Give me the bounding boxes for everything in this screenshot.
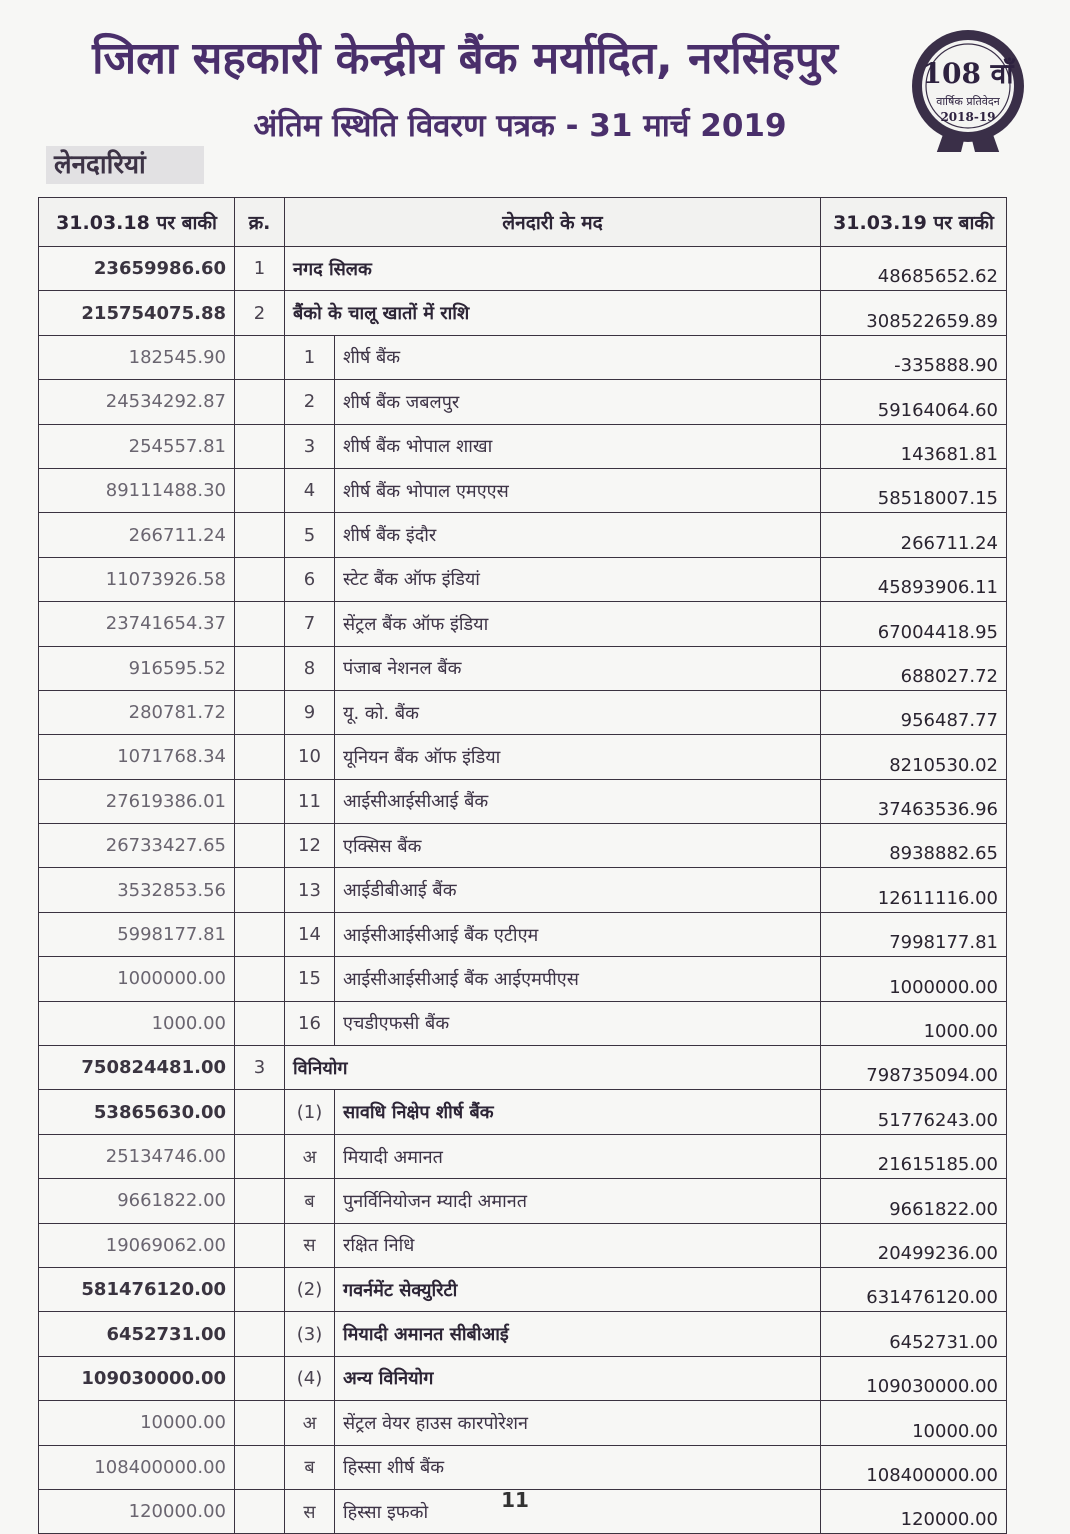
cell-item: एचडीएफसी बैंक <box>335 1001 821 1045</box>
cell-prev-balance: 215754075.88 <box>39 291 235 335</box>
cell-curr-balance: -335888.90 <box>821 335 1007 379</box>
cell-prev-balance: 109030000.00 <box>39 1356 235 1400</box>
table-row <box>39 646 1007 690</box>
cell-sub-serial: 11 <box>285 779 335 823</box>
cell-item: सावधि निक्षेप शीर्ष बैंक <box>335 1090 821 1134</box>
table-row <box>39 335 1007 379</box>
cell-prev-balance: 1071768.34 <box>39 735 235 779</box>
cell-item: नगद सिलक <box>285 247 821 291</box>
cell-item: आईडीबीआई बैंक <box>335 868 821 912</box>
cell-item: यूनियन बैंक ऑफ इंडिया <box>335 735 821 779</box>
cell-item: यू. को. बैंक <box>335 690 821 734</box>
cell-sub-serial: स <box>285 1223 335 1267</box>
cell-prev-balance: 10000.00 <box>39 1401 235 1445</box>
cell-prev-balance: 23659986.60 <box>39 247 235 291</box>
cell-serial <box>235 735 285 779</box>
cell-curr-balance: 956487.77 <box>821 690 1007 734</box>
table-row <box>39 912 1007 956</box>
cell-item: मियादी अमानत <box>335 1134 821 1178</box>
cell-curr-balance: 631476120.00 <box>821 1267 1007 1311</box>
cell-serial <box>235 380 285 424</box>
cell-item: अन्य विनियोग <box>335 1356 821 1400</box>
cell-item: सेंट्रल बैंक ऑफ इंडिया <box>335 602 821 646</box>
cell-curr-balance: 45893906.11 <box>821 557 1007 601</box>
table-row <box>39 1134 1007 1178</box>
table-row <box>39 602 1007 646</box>
cell-sub-serial: (4) <box>285 1356 335 1400</box>
table-row <box>39 424 1007 468</box>
cell-sub-serial: अ <box>285 1401 335 1445</box>
cell-item: हिस्सा इफको <box>335 1489 821 1533</box>
cell-prev-balance: 266711.24 <box>39 513 235 557</box>
cell-prev-balance: 6452731.00 <box>39 1312 235 1356</box>
cell-serial <box>235 424 285 468</box>
cell-serial <box>235 779 285 823</box>
cell-curr-balance: 308522659.89 <box>821 291 1007 335</box>
table-row <box>39 1223 1007 1267</box>
cell-prev-balance: 182545.90 <box>39 335 235 379</box>
table-row <box>39 1445 1007 1489</box>
header-prev-balance: 31.03.18 पर बाकी <box>39 198 235 247</box>
cell-serial <box>235 513 285 557</box>
cell-serial <box>235 602 285 646</box>
cell-prev-balance: 280781.72 <box>39 690 235 734</box>
cell-curr-balance: 8210530.02 <box>821 735 1007 779</box>
table-header-row <box>39 198 1007 247</box>
cell-sub-serial: ब <box>285 1445 335 1489</box>
cell-curr-balance: 9661822.00 <box>821 1179 1007 1223</box>
table-row <box>39 468 1007 512</box>
cell-sub-serial: 15 <box>285 957 335 1001</box>
cell-curr-balance: 1000.00 <box>821 1001 1007 1045</box>
table-row <box>39 1046 1007 1090</box>
cell-curr-balance: 266711.24 <box>821 513 1007 557</box>
seal-number: 108 वाँ <box>922 57 1014 90</box>
cell-curr-balance: 7998177.81 <box>821 912 1007 956</box>
cell-serial <box>235 335 285 379</box>
section-title: लेनदारियां <box>46 146 204 184</box>
table-row <box>39 1090 1007 1134</box>
cell-sub-serial: 13 <box>285 868 335 912</box>
cell-sub-serial: ब <box>285 1179 335 1223</box>
cell-sub-serial: (3) <box>285 1312 335 1356</box>
cell-serial <box>235 868 285 912</box>
cell-sub-serial: 9 <box>285 690 335 734</box>
seal-label: वार्षिक प्रतिवेदन <box>936 95 1000 108</box>
cell-curr-balance: 798735094.00 <box>821 1046 1007 1090</box>
cell-item: शीर्ष बैंक <box>335 335 821 379</box>
cell-curr-balance: 120000.00 <box>821 1489 1007 1533</box>
table-row <box>39 779 1007 823</box>
cell-item: शीर्ष बैंक भोपाल शाखा <box>335 424 821 468</box>
cell-serial <box>235 1134 285 1178</box>
table-row <box>39 1312 1007 1356</box>
cell-serial <box>235 1179 285 1223</box>
cell-prev-balance: 1000000.00 <box>39 957 235 1001</box>
cell-curr-balance: 51776243.00 <box>821 1090 1007 1134</box>
cell-curr-balance: 20499236.00 <box>821 1223 1007 1267</box>
cell-item: बैंको के चालू खातों में राशि <box>285 291 821 335</box>
cell-item: स्टेट बैंक ऑफ इंडियां <box>335 557 821 601</box>
cell-item: पुनर्विनियोजन म्यादी अमानत <box>335 1179 821 1223</box>
table-row <box>39 735 1007 779</box>
cell-curr-balance: 688027.72 <box>821 646 1007 690</box>
cell-prev-balance: 9661822.00 <box>39 1179 235 1223</box>
cell-curr-balance: 6452731.00 <box>821 1312 1007 1356</box>
cell-prev-balance: 1000.00 <box>39 1001 235 1045</box>
cell-curr-balance: 1000000.00 <box>821 957 1007 1001</box>
cell-prev-balance: 89111488.30 <box>39 468 235 512</box>
cell-prev-balance: 254557.81 <box>39 424 235 468</box>
cell-curr-balance: 109030000.00 <box>821 1356 1007 1400</box>
cell-serial <box>235 1090 285 1134</box>
cell-item: शीर्ष बैंक भोपाल एमएएस <box>335 468 821 512</box>
cell-prev-balance: 27619386.01 <box>39 779 235 823</box>
cell-curr-balance: 37463536.96 <box>821 779 1007 823</box>
table-row <box>39 824 1007 868</box>
cell-serial: 2 <box>235 291 285 335</box>
liabilities-table <box>38 197 1007 1534</box>
cell-item: रक्षित निधि <box>335 1223 821 1267</box>
cell-item: शीर्ष बैंक इंदौर <box>335 513 821 557</box>
cell-serial <box>235 957 285 1001</box>
page-subtitle: अंतिम स्थिति विवरण पत्रक - 31 मार्च 2019 <box>253 108 787 144</box>
cell-item: आईसीआईसीआई बैंक <box>335 779 821 823</box>
cell-curr-balance: 108400000.00 <box>821 1445 1007 1489</box>
cell-prev-balance: 5998177.81 <box>39 912 235 956</box>
cell-curr-balance: 143681.81 <box>821 424 1007 468</box>
cell-prev-balance: 23741654.37 <box>39 602 235 646</box>
cell-curr-balance: 21615185.00 <box>821 1134 1007 1178</box>
page-title: जिला सहकारी केन्द्रीय बैंक मर्यादित, नरसिंहपुर <box>92 33 838 84</box>
cell-prev-balance: 3532853.56 <box>39 868 235 912</box>
table-row <box>39 957 1007 1001</box>
header-curr-balance: 31.03.19 पर बाकी <box>821 198 1007 247</box>
cell-sub-serial: 3 <box>285 424 335 468</box>
cell-serial <box>235 1223 285 1267</box>
cell-serial <box>235 1001 285 1045</box>
cell-sub-serial: अ <box>285 1134 335 1178</box>
cell-serial <box>235 912 285 956</box>
table-row <box>39 1267 1007 1311</box>
table-row <box>39 690 1007 734</box>
cell-curr-balance: 12611116.00 <box>821 868 1007 912</box>
page-number: 11 <box>501 1488 529 1512</box>
cell-sub-serial: 4 <box>285 468 335 512</box>
cell-item: विनियोग <box>285 1046 821 1090</box>
cell-item: मियादी अमानत सीबीआई <box>335 1312 821 1356</box>
cell-serial <box>235 1356 285 1400</box>
cell-serial <box>235 1312 285 1356</box>
cell-serial <box>235 1445 285 1489</box>
cell-serial <box>235 557 285 601</box>
cell-item: गवर्नमेंट सेक्युरिटी <box>335 1267 821 1311</box>
cell-sub-serial: 7 <box>285 602 335 646</box>
cell-sub-serial: 1 <box>285 335 335 379</box>
cell-sub-serial: (2) <box>285 1267 335 1311</box>
cell-prev-balance: 25134746.00 <box>39 1134 235 1178</box>
cell-item: एक्सिस बैंक <box>335 824 821 868</box>
table-row <box>39 868 1007 912</box>
table-row <box>39 247 1007 291</box>
cell-curr-balance: 48685652.62 <box>821 247 1007 291</box>
cell-sub-serial: 14 <box>285 912 335 956</box>
cell-curr-balance: 59164064.60 <box>821 380 1007 424</box>
cell-prev-balance: 11073926.58 <box>39 557 235 601</box>
cell-prev-balance: 120000.00 <box>39 1489 235 1533</box>
cell-item: आईसीआईसीआई बैंक एटीएम <box>335 912 821 956</box>
seal-year: 2018-19 <box>940 110 996 124</box>
table-body <box>39 247 1007 1534</box>
table-row <box>39 513 1007 557</box>
table-row <box>39 1401 1007 1445</box>
header-serial: क्र. <box>235 198 285 247</box>
cell-curr-balance: 8938882.65 <box>821 824 1007 868</box>
cell-sub-serial: 8 <box>285 646 335 690</box>
cell-serial <box>235 646 285 690</box>
cell-item: आईसीआईसीआई बैंक आईएमपीएस <box>335 957 821 1001</box>
cell-item: पंजाब नेशनल बैंक <box>335 646 821 690</box>
cell-sub-serial: स <box>285 1489 335 1533</box>
cell-curr-balance: 67004418.95 <box>821 602 1007 646</box>
cell-prev-balance: 916595.52 <box>39 646 235 690</box>
cell-serial <box>235 1267 285 1311</box>
cell-sub-serial: 12 <box>285 824 335 868</box>
cell-curr-balance: 58518007.15 <box>821 468 1007 512</box>
table-row <box>39 557 1007 601</box>
seal-text <box>906 28 1030 152</box>
cell-sub-serial: 16 <box>285 1001 335 1045</box>
table-row <box>39 1356 1007 1400</box>
cell-prev-balance: 24534292.87 <box>39 380 235 424</box>
cell-sub-serial: (1) <box>285 1090 335 1134</box>
cell-prev-balance: 108400000.00 <box>39 1445 235 1489</box>
cell-item: शीर्ष बैंक जबलपुर <box>335 380 821 424</box>
cell-item: सेंट्रल वेयर हाउस कारपोरेशन <box>335 1401 821 1445</box>
cell-prev-balance: 581476120.00 <box>39 1267 235 1311</box>
cell-serial <box>235 824 285 868</box>
header-item: लेनदारी के मद <box>285 198 821 247</box>
table-row <box>39 1001 1007 1045</box>
table-row <box>39 380 1007 424</box>
cell-prev-balance: 53865630.00 <box>39 1090 235 1134</box>
cell-sub-serial: 2 <box>285 380 335 424</box>
cell-prev-balance: 26733427.65 <box>39 824 235 868</box>
cell-serial <box>235 690 285 734</box>
cell-prev-balance: 750824481.00 <box>39 1046 235 1090</box>
cell-serial <box>235 1401 285 1445</box>
cell-sub-serial: 10 <box>285 735 335 779</box>
table-row <box>39 1179 1007 1223</box>
cell-prev-balance: 19069062.00 <box>39 1223 235 1267</box>
cell-item: हिस्सा शीर्ष बैंक <box>335 1445 821 1489</box>
table-row <box>39 291 1007 335</box>
cell-curr-balance: 10000.00 <box>821 1401 1007 1445</box>
cell-serial <box>235 468 285 512</box>
cell-sub-serial: 5 <box>285 513 335 557</box>
cell-sub-serial: 6 <box>285 557 335 601</box>
cell-serial: 3 <box>235 1046 285 1090</box>
cell-serial: 1 <box>235 247 285 291</box>
